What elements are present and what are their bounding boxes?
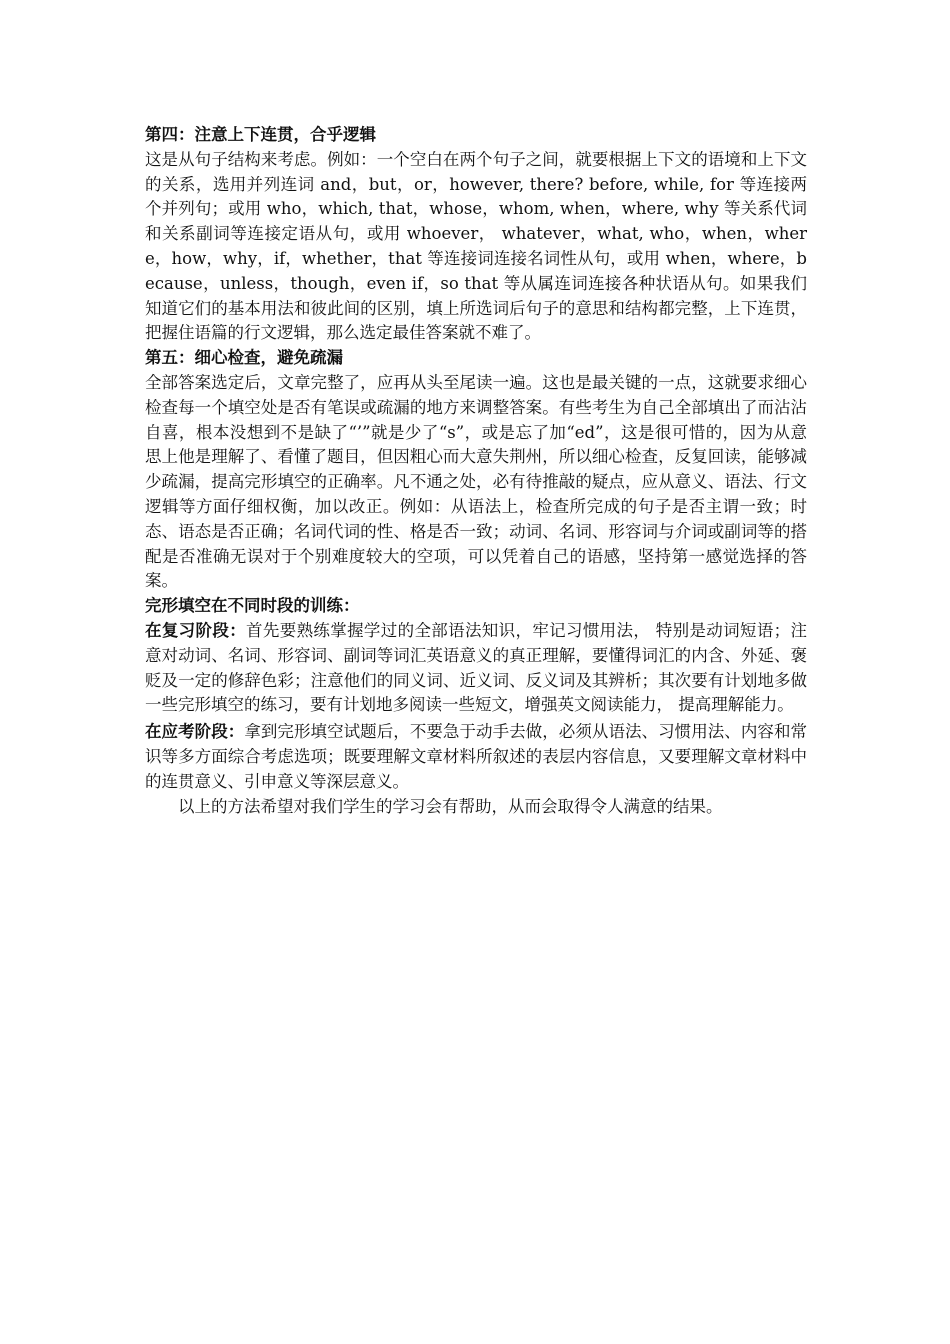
review-stage-paragraph — [145, 619, 807, 718]
document-body — [145, 123, 807, 819]
section5-paragraph: 全部答案选定后，文章完整了，应再从头至尾读一遍。这也是最关键的一点，这就要求细心检查每一个填空处是否有笔误或疏漏的地方来调整答案。有些考生为自己全部填出了而沾沾自喜，根本没想到不是缺了“’”就是少了“s”，或是忘了加“ed”，这是很可惜的，因为从意思上他是理解了、看懂了题目，但因粗心而大意失荆州，所以细心检查，反复回读，能够减少疏漏，提高完形填空的正确率。凡不通之处，必有待推敲的疑点，应从意义、语法、行文逻辑等方面仔细权衡，加以改正。例如：从语法上，检查所完成的句子是否主谓一致；时态、语态是否正确；名词代词的性、格是否一致；动词、名词、形容词与介词或副词等的搭配是否准确无误对于个别难度较大的空项，可以凭着自己的语感，坚持第一感觉选择的答案。 — [145, 372, 807, 591]
exam-stage-text: 拿到完形填空试题后，不要急于动手去做，必须从语法、习惯用法、内容和常识等多方面综合考虑选项；既要理解文章材料所叙述的表层内容信息，又要理解文章材料中的连贯意义、引申意义等深层意义。 — [145, 722, 808, 791]
exam-stage-paragraph — [145, 720, 807, 794]
training-heading: 完形填空在不同时段的训练： — [145, 596, 360, 616]
review-stage-text: 首先要熟练掌握学过的全部语法知识，牢记习惯用法， 特别是动词短语；注意对动词、名词、形容词、副词等词汇英语意义的真正理解，要懂得词汇的内含、外延、褒贬及一定的修辞色彩；注意他们的同义词、近义词、反义词及其辨析；其次要有计划地多做一些完形填空的练习，要有计划地多阅读一些短文，增强英文阅读能力， 提高理解能力。 — [145, 620, 808, 715]
section4-paragraph: 这是从句子结构来考虑。例如：一个空白在两个句子之间，就要根据上下文的语境和上下文的关系，选用并列连词 and，but，or，however, there? before, while, for 等连接两个并列句；或用 who，which, that，whose，whom, when，where, why 等关系代词和关系副词等连接定语从句，或用 whoever， whatever，what, who，when，where，how，why，if，whether，that 等连接词连接名词性从句，或用 when，where，because，unless，though，even if，so that 等从属连词连接各种状语从句。如果我们知道它们的基本用法和彼此间的区别，填上所选词后句子的意思和结构都完整，上下连贯，把握住语篇的行文逻辑，那么选定最佳答案就不难了。 — [145, 149, 807, 343]
closing-paragraph: 以上的方法希望对我们学生的学习会有帮助，从而会取得令人满意的结果。 — [178, 796, 723, 816]
review-stage-label: 在复习阶段： — [145, 620, 247, 640]
section5-heading: 第五：细心检查，避免疏漏 — [145, 348, 343, 368]
exam-stage-label: 在应考阶段： — [145, 722, 245, 742]
section4-heading: 第四：注意上下连贯，合乎逻辑 — [145, 125, 376, 144]
